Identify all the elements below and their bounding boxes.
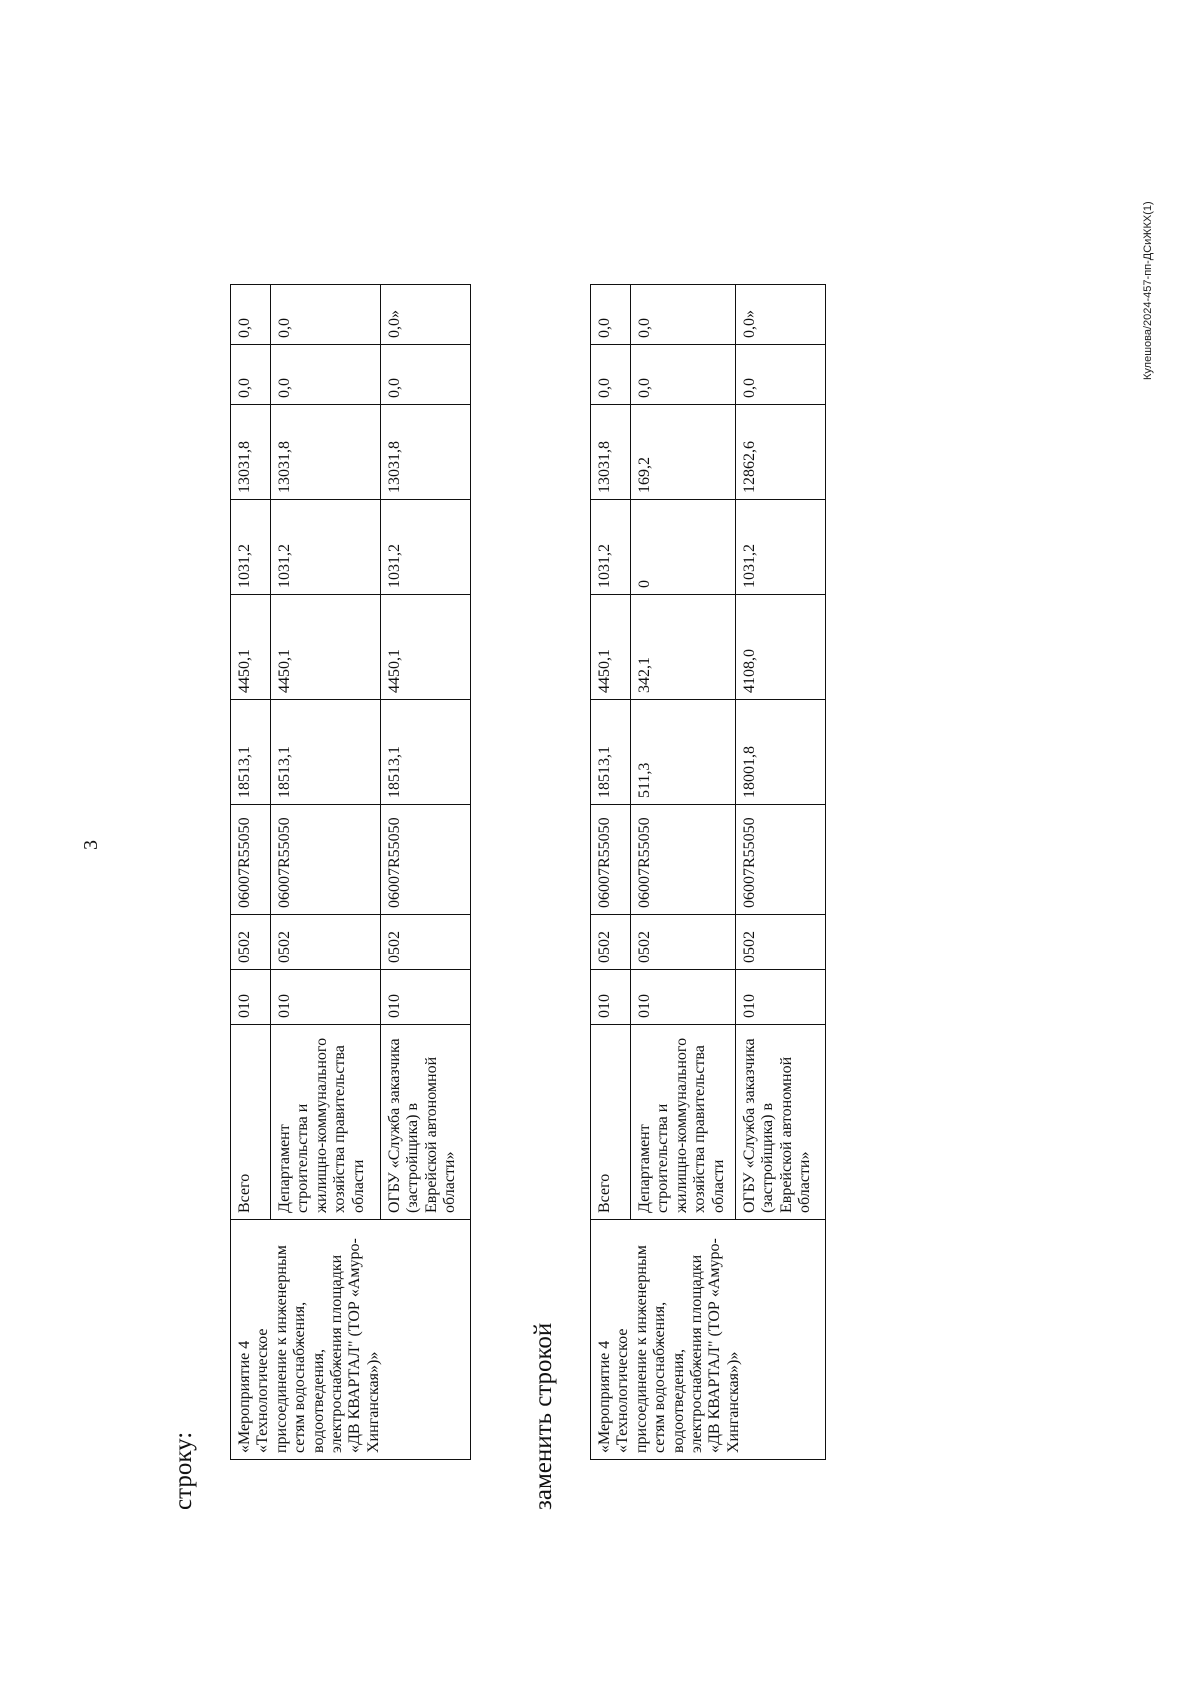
rzpr-cell: 0502 [736,915,826,970]
rzpr-cell: 0502 [631,915,736,970]
year4-cell: 0,0 [591,345,631,405]
total-cell: 18513,1 [231,700,271,805]
executor-cell: Департамент строительства и жилищно-коммунального хозяйства правительства области [271,1025,381,1220]
grbs-cell: 010 [381,970,471,1025]
total-cell: 511,3 [631,700,736,805]
intro-label: строку: [170,1431,197,1510]
year2-cell: 0 [631,500,736,595]
footer-document-code: Кулешова/2024-457-пп-ДСиЖКХ(1) [1142,201,1154,380]
grbs-cell: 010 [631,970,736,1025]
page-number: 3 [80,840,102,850]
year4-cell: 0,0 [631,345,736,405]
grbs-cell: 010 [591,970,631,1025]
executor-cell: ОГБУ «Служба заказчика (застройщика) в Еврейской автономной области» [381,1025,471,1220]
csr-cell: 06007R55050 [736,805,826,915]
csr-cell: 06007R55050 [631,805,736,915]
year1-cell: 4108,0 [736,595,826,700]
year4-cell: 0,0 [231,345,271,405]
replace-label: заменить строкой [530,1322,557,1510]
rzpr-cell: 0502 [271,915,381,970]
year5-cell: 0,0 [271,285,381,345]
year3-cell: 13031,8 [231,405,271,500]
year5-cell: 0,0 [231,285,271,345]
year3-cell: 13031,8 [591,405,631,500]
year2-cell: 1031,2 [591,500,631,595]
year2-cell: 1031,2 [231,500,271,595]
year4-cell: 0,0 [381,345,471,405]
year3-cell: 13031,8 [381,405,471,500]
year4-cell: 0,0 [736,345,826,405]
grbs-cell: 010 [736,970,826,1025]
table-row [591,285,631,1460]
csr-cell: 06007R55050 [591,805,631,915]
year1-cell: 4450,1 [271,595,381,700]
year3-cell: 13031,8 [271,405,381,500]
executor-cell: Департамент строительства и жилищно-коммунального хозяйства правительства области [631,1025,736,1220]
year1-cell: 4450,1 [231,595,271,700]
table-row [231,285,271,1460]
grbs-cell: 010 [231,970,271,1025]
total-cell: 18513,1 [381,700,471,805]
year1-cell: 4450,1 [381,595,471,700]
year5-cell: 0,0» [736,285,826,345]
csr-cell: 06007R55050 [381,805,471,915]
year5-cell: 0,0 [631,285,736,345]
year1-cell: 342,1 [631,595,736,700]
rzpr-cell: 0502 [231,915,271,970]
total-cell: 18513,1 [271,700,381,805]
year2-cell: 1031,2 [381,500,471,595]
year1-cell: 4450,1 [591,595,631,700]
year5-cell: 0,0 [591,285,631,345]
rzpr-cell: 0502 [591,915,631,970]
year3-cell: 12862,6 [736,405,826,500]
executor-cell: Всего [231,1025,271,1220]
csr-cell: 06007R55050 [271,805,381,915]
activity-cell: «Мероприятие 4 «Технологическое присоединение к инженерным сетям водоснабжения, водоотведения, электроснабжения площадки «ДВ КВАРТАЛ" (ТОР «Амуро-Хинганская»)» [591,1220,826,1460]
total-cell: 18001,8 [736,700,826,805]
rotated-page [0,20,1154,1660]
year4-cell: 0,0 [271,345,381,405]
csr-cell: 06007R55050 [231,805,271,915]
rzpr-cell: 0502 [381,915,471,970]
new-table [590,284,826,1460]
year2-cell: 1031,2 [736,500,826,595]
total-cell: 18513,1 [591,700,631,805]
executor-cell: Всего [591,1025,631,1220]
year5-cell: 0,0» [381,285,471,345]
year3-cell: 169,2 [631,405,736,500]
old-table [230,284,471,1460]
year2-cell: 1031,2 [271,500,381,595]
executor-cell: ОГБУ «Служба заказчика (застройщика) в Еврейской автономной области» [736,1025,826,1220]
grbs-cell: 010 [271,970,381,1025]
activity-cell: «Мероприятие 4 «Технологическое присоединение к инженерным сетям водоснабжения, водоотведения, электроснабжения площадки «ДВ КВАРТАЛ" (ТОР «Амуро-Хинганская»)» [231,1220,471,1460]
